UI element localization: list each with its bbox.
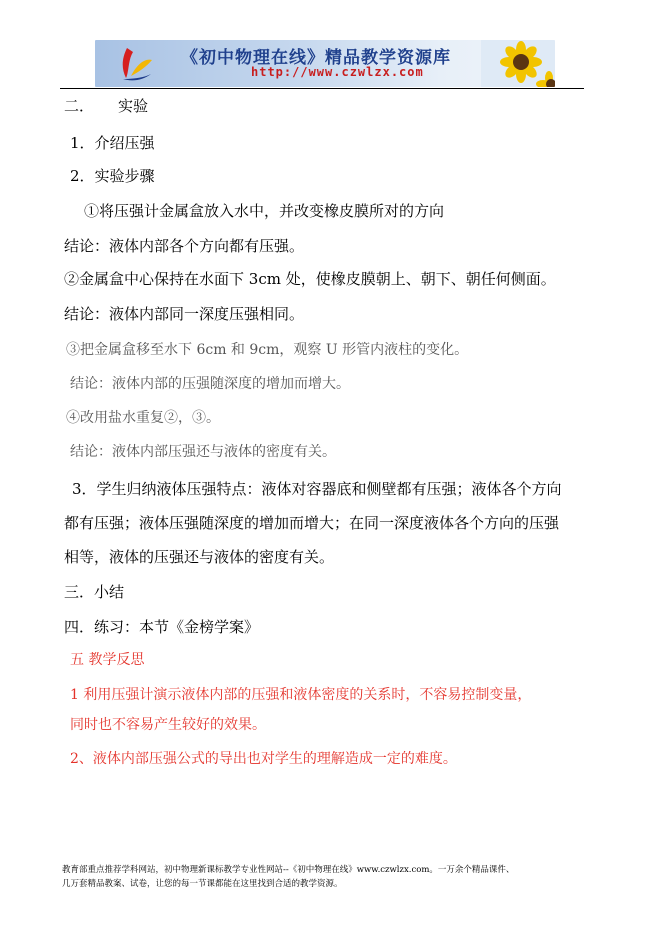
summary-line-3: 相等，液体的压强还与液体的密度有关。 — [64, 548, 335, 566]
section-heading-summary: 三．小结 — [64, 583, 125, 601]
reflection-line-1: 1 利用压强计演示液体内部的压强和液体密度的关系时，不容易控制变量， — [70, 687, 532, 703]
footer-line-1: 教育部重点推荐学科网站，初中物理新课标教学专业性网站--《初中物理在线》www.czwlzx.com。一万余个精品课件、 — [62, 865, 515, 875]
footer-line-2: 几万套精品教案、试卷，让您的每一节课都能在这里找到合适的教学资源。 — [62, 879, 343, 889]
site-logo-icon — [119, 46, 153, 82]
sunflower-icon — [481, 40, 555, 87]
section-heading-reflection: 五 教学反思 — [70, 652, 145, 668]
summary-line-1: 3．学生归纳液体压强特点：液体对容器底和侧壁都有压强；液体各个方向 — [72, 480, 562, 498]
summary-line-2: 都有压强；液体压强随深度的增加而增大；在同一深度液体各个方向的压强 — [64, 514, 560, 532]
header-banner — [95, 40, 555, 87]
item-experiment-steps: 2．实验步骤 — [70, 167, 155, 185]
section-heading-practice: 四．练习：本节《金榜学案》 — [64, 618, 260, 636]
item-intro-pressure: 1．介绍压强 — [70, 134, 155, 152]
conclusion-1: 结论：液体内部各个方向都有压强。 — [64, 237, 305, 255]
reflection-line-2: 同时也不容易产生较好的效果。 — [70, 717, 266, 733]
step-1: ①将压强计金属盒放入水中，并改变橡皮膜所对的方向 — [84, 202, 445, 220]
conclusion-4: 结论：液体内部压强还与液体的密度有关。 — [70, 444, 336, 460]
step-2: ②金属盒中心保持在水面下 3cm 处，使橡皮膜朝上、朝下、朝任何侧面。 — [64, 270, 556, 288]
banner-url[interactable]: http://www.czwlzx.com — [251, 65, 424, 79]
step-3: ③把金属盒移至水下 6cm 和 9cm，观察 U 形管内液柱的变化。 — [66, 342, 469, 358]
conclusion-3: 结论：液体内部的压强随深度的增加而增大。 — [70, 376, 350, 392]
conclusion-2: 结论：液体内部同一深度压强相同。 — [64, 305, 305, 323]
section-heading-experiment: 二． 实验 — [64, 97, 149, 115]
reflection-line-3: 2、液体内部压强公式的导出也对学生的理解造成一定的难度。 — [70, 751, 457, 767]
step-4: ④改用盐水重复②，③。 — [66, 410, 220, 426]
banner-title: 《初中物理在线》精品教学资源库 — [181, 48, 451, 68]
header-divider — [60, 88, 584, 89]
